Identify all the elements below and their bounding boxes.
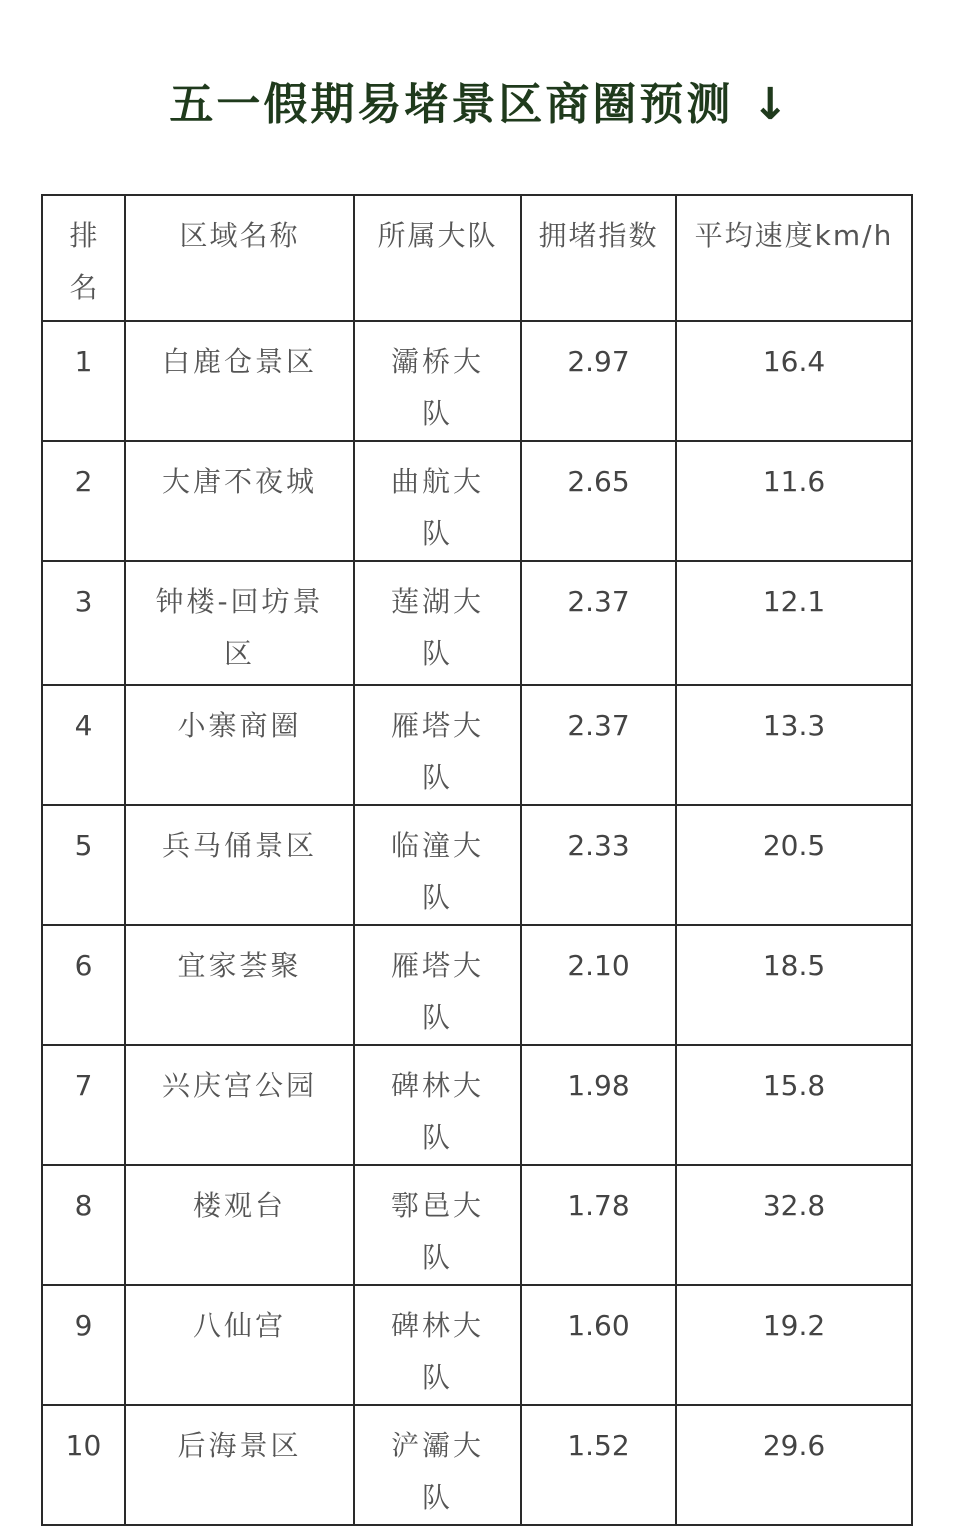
rank-cell: 3 [42,561,125,685]
rank-cell: 7 [42,1045,125,1165]
rank-cell: 1 [42,321,125,441]
average-speed-cell: 19.2 [676,1285,912,1405]
brigade-cell: 灞桥大队 [354,321,521,441]
header-area-name: 区域名称 [125,195,354,321]
table-row [42,1285,912,1405]
brigade-cell: 雁塔大队 [354,685,521,805]
rank-cell: 6 [42,925,125,1045]
rank-cell: 9 [42,1285,125,1405]
brigade-cell: 曲航大队 [354,441,521,561]
congestion-index-cell: 1.98 [521,1045,676,1165]
congestion-index-cell: 2.37 [521,685,676,805]
area-name-cell: 楼观台 [125,1165,354,1285]
brigade-cell: 雁塔大队 [354,925,521,1045]
brigade-cell: 碑林大队 [354,1285,521,1405]
brigade-cell: 浐灞大队 [354,1405,521,1525]
table-header-row [42,195,912,321]
congestion-index-cell: 1.60 [521,1285,676,1405]
area-name-cell: 兴庆宫公园 [125,1045,354,1165]
table-row [42,561,912,685]
table-row [42,441,912,561]
average-speed-cell: 29.6 [676,1405,912,1525]
table-row [42,1405,912,1525]
area-name-cell: 后海景区 [125,1405,354,1525]
rank-cell: 5 [42,805,125,925]
congestion-index-cell: 1.52 [521,1405,676,1525]
area-name-cell: 兵马俑景区 [125,805,354,925]
rank-cell: 4 [42,685,125,805]
average-speed-cell: 13.3 [676,685,912,805]
table-row [42,1165,912,1285]
average-speed-cell: 12.1 [676,561,912,685]
average-speed-cell: 32.8 [676,1165,912,1285]
header-rank: 排名 [42,195,125,321]
page-title: 五一假期易堵景区商圈预测 ↓ [169,79,792,130]
area-name-cell: 钟楼-回坊景区 [125,561,354,685]
header-brigade: 所属大队 [354,195,521,321]
congestion-index-cell: 2.65 [521,441,676,561]
table-row [42,321,912,441]
rank-cell: 8 [42,1165,125,1285]
brigade-cell: 碑林大队 [354,1045,521,1165]
header-average-speed: 平均速度km/h [676,195,912,321]
area-name-cell: 宜家荟聚 [125,925,354,1045]
average-speed-cell: 20.5 [676,805,912,925]
congestion-index-cell: 2.10 [521,925,676,1045]
table-row [42,805,912,925]
brigade-cell: 临潼大队 [354,805,521,925]
average-speed-cell: 15.8 [676,1045,912,1165]
table-row [42,685,912,805]
congestion-forecast-table [41,194,913,1526]
average-speed-cell: 16.4 [676,321,912,441]
table-row [42,925,912,1045]
rank-cell: 10 [42,1405,125,1525]
congestion-index-cell: 2.37 [521,561,676,685]
brigade-cell: 莲湖大队 [354,561,521,685]
area-name-cell: 白鹿仓景区 [125,321,354,441]
area-name-cell: 八仙宫 [125,1285,354,1405]
rank-cell: 2 [42,441,125,561]
average-speed-cell: 18.5 [676,925,912,1045]
average-speed-cell: 11.6 [676,441,912,561]
congestion-index-cell: 2.33 [521,805,676,925]
header-congestion-index: 拥堵指数 [521,195,676,321]
congestion-index-cell: 2.97 [521,321,676,441]
area-name-cell: 小寨商圈 [125,685,354,805]
area-name-cell: 大唐不夜城 [125,441,354,561]
brigade-cell: 鄠邑大队 [354,1165,521,1285]
table-row [42,1045,912,1165]
congestion-index-cell: 1.78 [521,1165,676,1285]
